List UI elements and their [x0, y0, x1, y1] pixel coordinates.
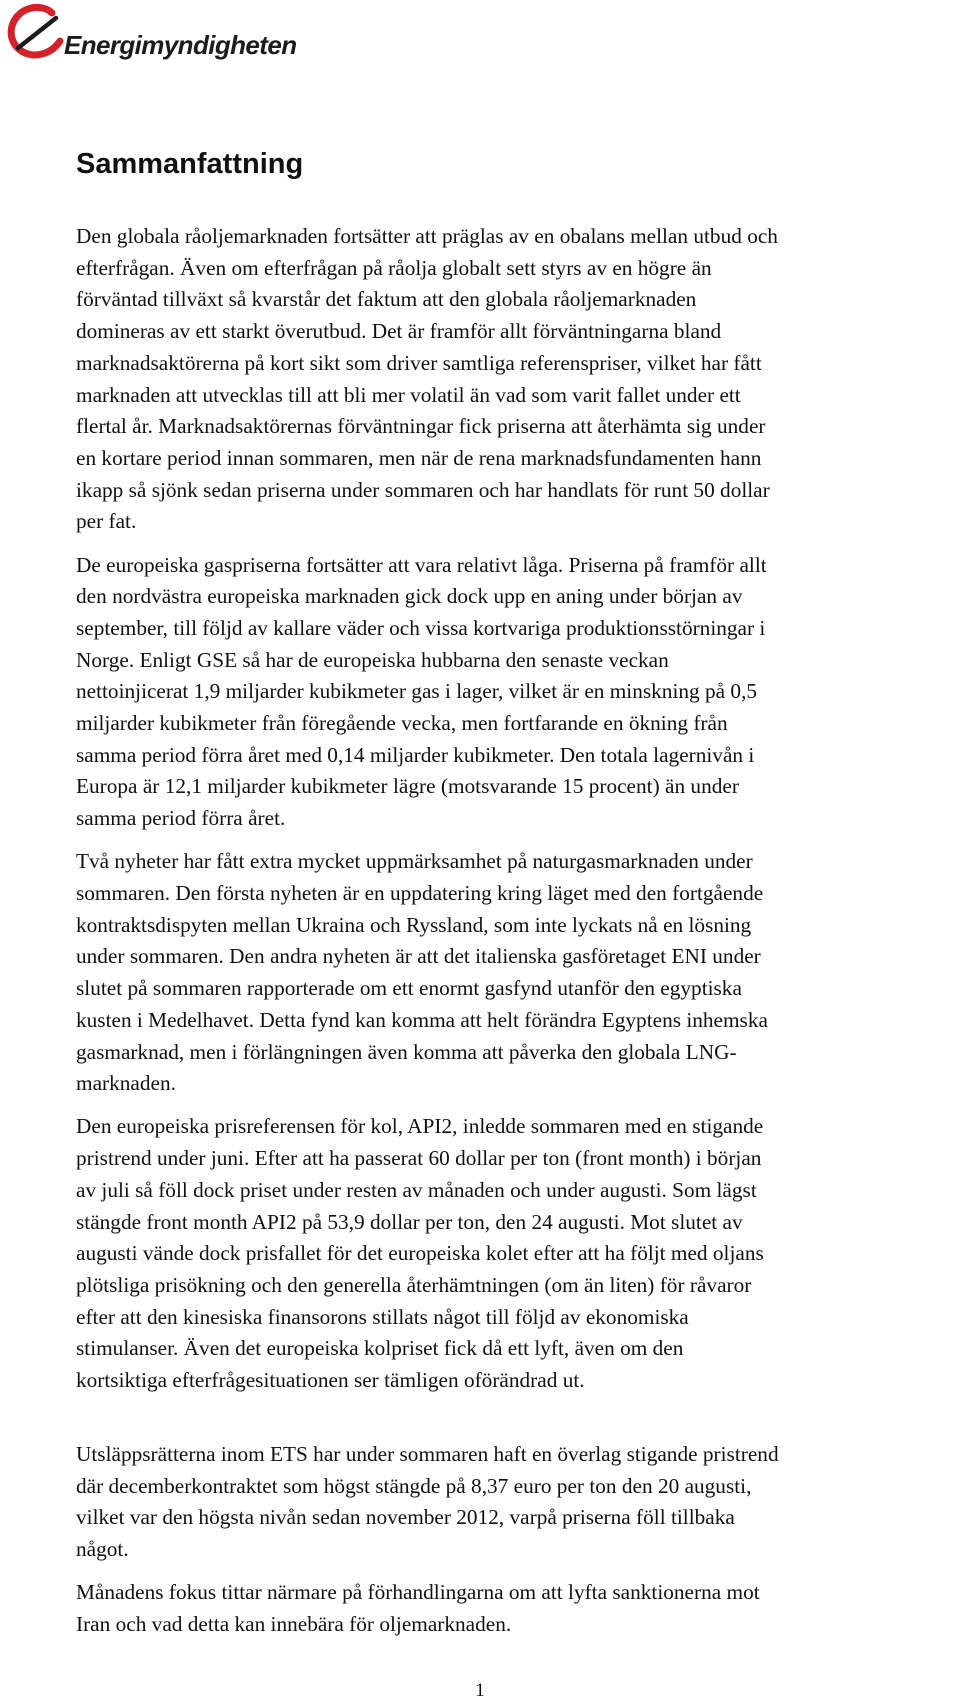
text-line: något. [76, 1536, 129, 1561]
text-line: marknadsaktörerna på kort sikt som driver samtliga referenspriser, vilket har fått [76, 350, 762, 375]
text-line: gasmarknad, men i förlängningen även komma att påverka den globala LNG- [76, 1039, 737, 1064]
text-line: efterfrågan. Även om efterfrågan på råolja globalt sett styrs av en högre än [76, 255, 712, 280]
energimyndigheten-logo-icon [6, 4, 66, 68]
text-line: kusten i Medelhavet. Detta fynd kan komma att helt förändra Egyptens inhemska [76, 1007, 768, 1032]
page-title: Sammanfattning [76, 148, 304, 180]
text-line: augusti vände dock prisfallet för det europeiska kolet efter att ha följt med oljans [76, 1241, 764, 1266]
text-line: samma period förra året. [76, 806, 286, 831]
text-line: flertal år. Marknadsaktörernas förväntningar fick priserna att återhämta sig under [76, 414, 766, 439]
text-line: vilket var den högsta nivån sedan november 2012, varpå priserna föll tillbaka [76, 1505, 735, 1530]
paragraph-crude-oil [76, 221, 960, 538]
paragraph-monthly-focus [76, 1577, 960, 1640]
text-line: kortsiktiga efterfrågesituationen ser tämligen oförändrad ut. [76, 1368, 585, 1393]
text-line: kontraktsdispyten mellan Ukraina och Ryssland, som inte lyckats nå en lösning [76, 912, 752, 937]
text-line: marknaden. [76, 1071, 176, 1096]
text-line: samma period förra året med 0,14 miljarder kubikmeter. Den totala lagernivån i [76, 742, 755, 767]
text-line: där decemberkontraktet som högst stängde på 8,37 euro per ton den 20 augusti, [76, 1473, 752, 1498]
text-line: plötsliga prisökning och den generella återhämtningen (om än liten) för råvaror [76, 1273, 752, 1297]
text-line: Den globala råoljemarknaden fortsätter att präglas av en obalans mellan utbud och [76, 224, 778, 248]
text-line: av juli så föll dock priset under resten av månaden och under augusti. Som lägst [76, 1177, 757, 1202]
text-line: under sommaren. Den andra nyheten är att det italienska gasföretaget ENI under [76, 944, 761, 969]
summary-body [76, 221, 960, 1652]
text-line: Den europeiska prisreferensen för kol, API2, inledde sommaren med en stigande [76, 1114, 764, 1139]
text-line: miljarder kubikmeter från föregående vecka, men fortfarande en ökning från [76, 711, 728, 736]
text-line: den nordvästra europeiska marknaden gick dock upp en aning under början av [76, 584, 743, 609]
text-line: Utsläppsrätterna inom ETS har under sommaren haft en överlag stigande pristrend [76, 1441, 779, 1466]
text-line: Iran och vad detta kan innebära för oljemarknaden. [76, 1611, 512, 1636]
logo [6, 4, 297, 68]
text-line: slutet på sommaren rapporterade om ett enormt gasfynd utanför den egyptiska [76, 976, 742, 1001]
paragraph-emissions [76, 1439, 960, 1566]
text-line: sommaren. Den första nyheten är en uppdatering kring läget med den fortgående [76, 881, 764, 906]
text-line: pristrend under juni. Efter att ha passerat 60 dollar per ton (front month) i början [76, 1146, 762, 1171]
text-line: en kortare period innan sommaren, men när de rena marknadsfundamenten hann [76, 445, 762, 470]
text-line: domineras av ett starkt överutbud. Det är framför allt förväntningarna bland [76, 319, 722, 344]
text-line: per fat. [76, 509, 137, 534]
paragraph-gas-news [76, 846, 960, 1100]
text-line: Norge. Enligt GSE så har de europeiska hubbarna den senaste veckan [76, 647, 669, 672]
text-line: nettoinjicerat 1,9 miljarder kubikmeter gas i lager, vilket är en minskning på 0,5 [76, 679, 758, 704]
text-line: september, till följd av kallare väder och vissa kortvariga produktionsstörningar i [76, 615, 766, 640]
text-line: Europa är 12,1 miljarder kubikmeter lägre (motsvarande 15 procent) än under [76, 774, 739, 799]
paragraph-gas-prices [76, 550, 960, 835]
text-line: Månadens fokus tittar närmare på förhandlingarna om att lyfta sanktionerna mot [76, 1580, 760, 1605]
text-line: De europeiska gaspriserna fortsätter att vara relativt låga. Priserna på framför allt [76, 552, 767, 577]
text-line: marknaden att utvecklas till att bli mer volatil än vad som varit fallet under ett [76, 382, 741, 407]
paragraph-coal [76, 1111, 960, 1396]
text-line: stimulanser. Även det europeiska kolpriset fick då ett lyft, även om den [76, 1336, 684, 1361]
logo-text: Energimyndigheten [64, 30, 297, 60]
page-number: 1 [475, 1680, 485, 1701]
text-line: ikapp så sjönk sedan priserna under sommaren och har handlats för runt 50 dollar [76, 477, 770, 502]
text-line: förväntad tillväxt så kvarstår det faktum att den globala råoljemarknaden [76, 287, 697, 312]
text-line: efter att den kinesiska finansorons stillats något till följd av ekonomiska [76, 1304, 689, 1329]
text-line: Två nyheter har fått extra mycket uppmärksamhet på naturgasmarknaden under [76, 849, 753, 874]
text-line: stängde front month API2 på 53,9 dollar per ton, den 24 augusti. Mot slutet av [76, 1209, 743, 1234]
